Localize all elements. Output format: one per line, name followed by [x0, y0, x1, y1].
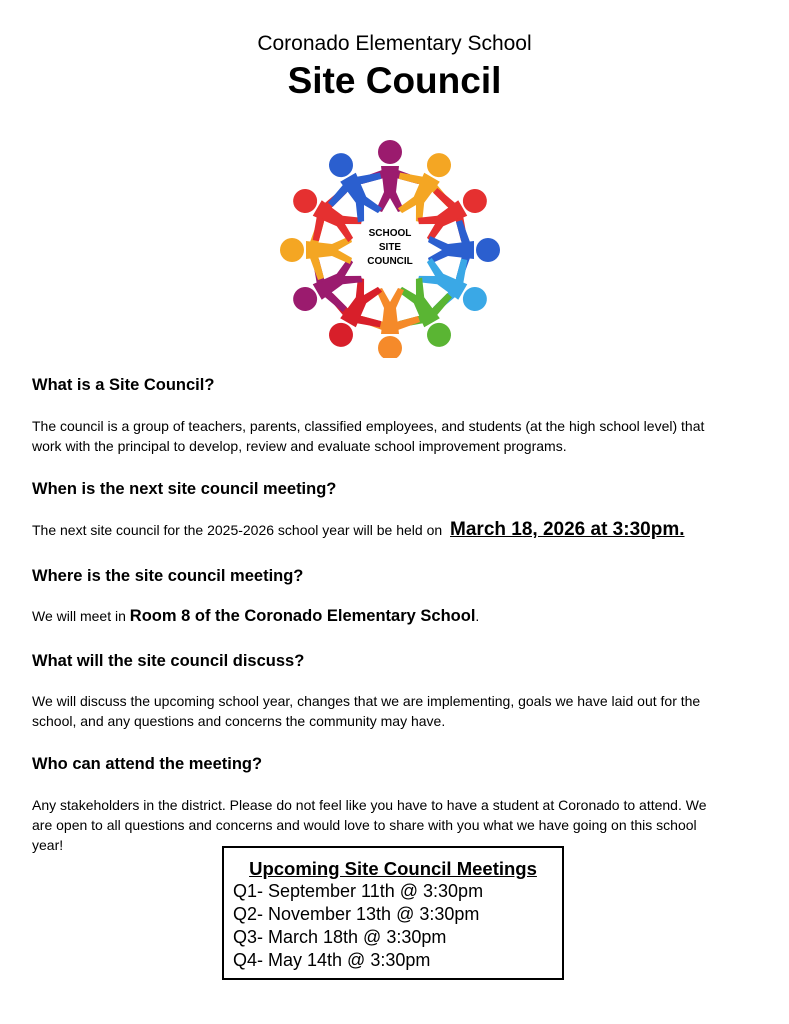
meetings-box-title: Upcoming Site Council Meetings [249, 858, 537, 879]
what-line-2: work with the principal to develop, review and evaluate school improvement programs. [32, 438, 567, 454]
when-text: The next site council for the 2025-2026 school year will be held on [32, 522, 443, 538]
attend-line-1: Any stakeholders in the district. Please do not feel like you have to have a student at Coronado to attend. We [32, 797, 707, 813]
meeting-q1: Q1- September 11th @ 3:30pm [233, 881, 484, 901]
heading-discuss: What will the site council discuss? [32, 652, 305, 670]
meeting-q2: Q2- November 13th @ 3:30pm [233, 904, 480, 924]
logo-text-council: COUNCIL [367, 256, 413, 267]
meeting-date: March 18, 2026 at 3:30pm. [450, 519, 685, 540]
meeting-q3: Q3- March 18th @ 3:30pm [233, 927, 447, 947]
where-text-before: We will meet in [32, 608, 126, 624]
attend-line-2: are open to all questions and concerns and would love to share with you what we have going on this school [32, 817, 697, 833]
meeting-room: Room 8 of the Coronado Elementary School [129, 607, 476, 625]
site-council-logo [270, 138, 510, 358]
heading-attend: Who can attend the meeting? [32, 755, 263, 773]
heading-where: Where is the site council meeting? [32, 567, 304, 585]
attend-line-3: year! [32, 837, 64, 853]
discuss-line-1: We will discuss the upcoming school year, changes that we are implementing, goals we have laid out for the [32, 693, 701, 709]
heading-when: When is the next site council meeting? [32, 480, 337, 498]
where-text-after: . [475, 608, 480, 624]
when-paragraph [32, 520, 757, 540]
page-title: Site Council [287, 60, 502, 101]
meeting-q4: Q4- May 14th @ 3:30pm [233, 950, 431, 970]
heading-what: What is a Site Council? [32, 376, 215, 394]
meetings-box [222, 846, 564, 980]
logo-text-site: SITE [378, 242, 402, 253]
what-line-1: The council is a group of teachers, parents, classified employees, and students (at the high school level) that [32, 418, 705, 434]
school-name: Coronado Elementary School [257, 32, 532, 55]
where-paragraph [32, 606, 757, 626]
discuss-line-2: school, and any questions and concerns the community may have. [32, 713, 446, 729]
logo-text-school: SCHOOL [368, 228, 412, 239]
